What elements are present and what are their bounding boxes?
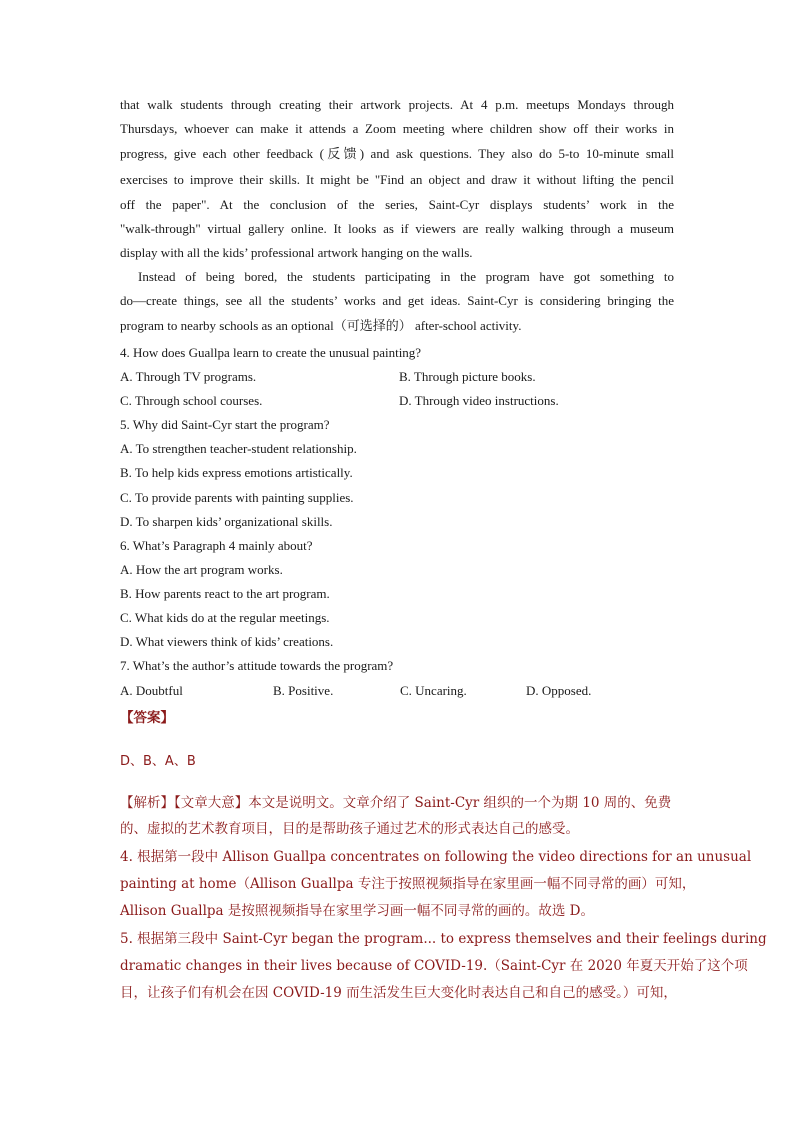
option-c: C. To provide parents with painting supplies. bbox=[120, 490, 354, 505]
passage-line: program to nearby schools as an optional（可选择的） after-school activity. bbox=[120, 318, 522, 333]
passage-line: exercises to improve their skills. It might be "Find an object and draw it without lifting the pencil bbox=[120, 172, 674, 187]
explanation-line: 5. 根据第三段中 Saint-Cyr began the program... to express themselves and their feelings during bbox=[120, 931, 767, 947]
answer-heading: 【答案】 bbox=[120, 710, 174, 726]
passage-line: that walk students through creating their artwork projects. At 4 p.m. meetups Mondays through bbox=[120, 97, 674, 112]
explanation-line: 【解析】【文章大意】本文是说明文。文章介绍了 Saint-Cyr 组织的一个为期 10 周的、免费 bbox=[120, 795, 672, 811]
question-stem: 4. How does Guallpa learn to create the unusual painting? bbox=[120, 345, 422, 360]
option-b: B. Positive. bbox=[273, 683, 334, 698]
explanation-line: dramatic changes in their lives because of COVID-19.（Saint-Cyr 在 2020 年夏天开始了这个项 bbox=[120, 958, 748, 974]
option-d: D. What viewers think of kids’ creations. bbox=[120, 634, 334, 649]
option-b: B. To help kids express emotions artistically. bbox=[120, 465, 353, 480]
option-a: A. To strengthen teacher-student relationship. bbox=[120, 441, 357, 456]
explanation-line: Allison Guallpa 是按照视频指导在家里学习画一幅不同寻常的画的。故选 D。 bbox=[120, 903, 595, 919]
question-stem: 5. Why did Saint-Cyr start the program? bbox=[120, 417, 330, 432]
option-b: B. How parents react to the art program. bbox=[120, 586, 330, 601]
option-d: D. To sharpen kids’ organizational skills. bbox=[120, 514, 333, 529]
option-c: C. What kids do at the regular meetings. bbox=[120, 610, 330, 625]
explanation-line: painting at home（Allison Guallpa 专注于按照视频指导在家里画一幅不同寻常的画）可知， bbox=[120, 876, 696, 892]
passage-line: progress, give each other feedback (反馈) and ask questions. They also do 5-to 10-minute small bbox=[120, 146, 674, 161]
option-b: B. Through picture books. bbox=[399, 369, 536, 384]
answer-value: D、B、A、B bbox=[120, 754, 196, 769]
passage-line: Instead of being bored, the students participating in the program have got something to bbox=[138, 269, 674, 284]
passage-line: Thursdays, whoever can make it attends a Zoom meeting where children show off their works in bbox=[120, 121, 674, 136]
option-d: D. Through video instructions. bbox=[399, 393, 559, 408]
question-stem: 6. What’s Paragraph 4 mainly about? bbox=[120, 538, 313, 553]
passage-line: "walk-through" virtual gallery online. It looks as if viewers are really walking through a museum bbox=[120, 221, 674, 236]
passage-line: do—create things, see all the students’ works and get ideas. Saint-Cyr is considering bringing the bbox=[120, 293, 674, 308]
option-a: A. How the art program works. bbox=[120, 562, 283, 577]
question-stem: 7. What’s the author’s attitude towards the program? bbox=[120, 658, 394, 673]
explanation-line: 目，让孩子们有机会在因 COVID-19 而生活发生巨大变化时表达自己和自己的感受。）可知， bbox=[120, 985, 677, 1001]
option-a: A. Doubtful bbox=[120, 683, 183, 698]
explanation-line: 4. 根据第一段中 Allison Guallpa concentrates on following the video directions for an unusual bbox=[120, 849, 752, 865]
option-d: D. Opposed. bbox=[526, 683, 592, 698]
option-c: C. Through school courses. bbox=[120, 393, 263, 408]
passage-line: off the paper". At the conclusion of the series, Saint-Cyr displays students’ work in the bbox=[120, 197, 674, 212]
option-c: C. Uncaring. bbox=[400, 683, 467, 698]
explanation-line: 的、虚拟的艺术教育项目，目的是帮助孩子通过艺术的形式表达自己的感受。 bbox=[120, 821, 579, 837]
option-a: A. Through TV programs. bbox=[120, 369, 257, 384]
passage-line: display with all the kids’ professional artwork hanging on the walls. bbox=[120, 245, 473, 260]
